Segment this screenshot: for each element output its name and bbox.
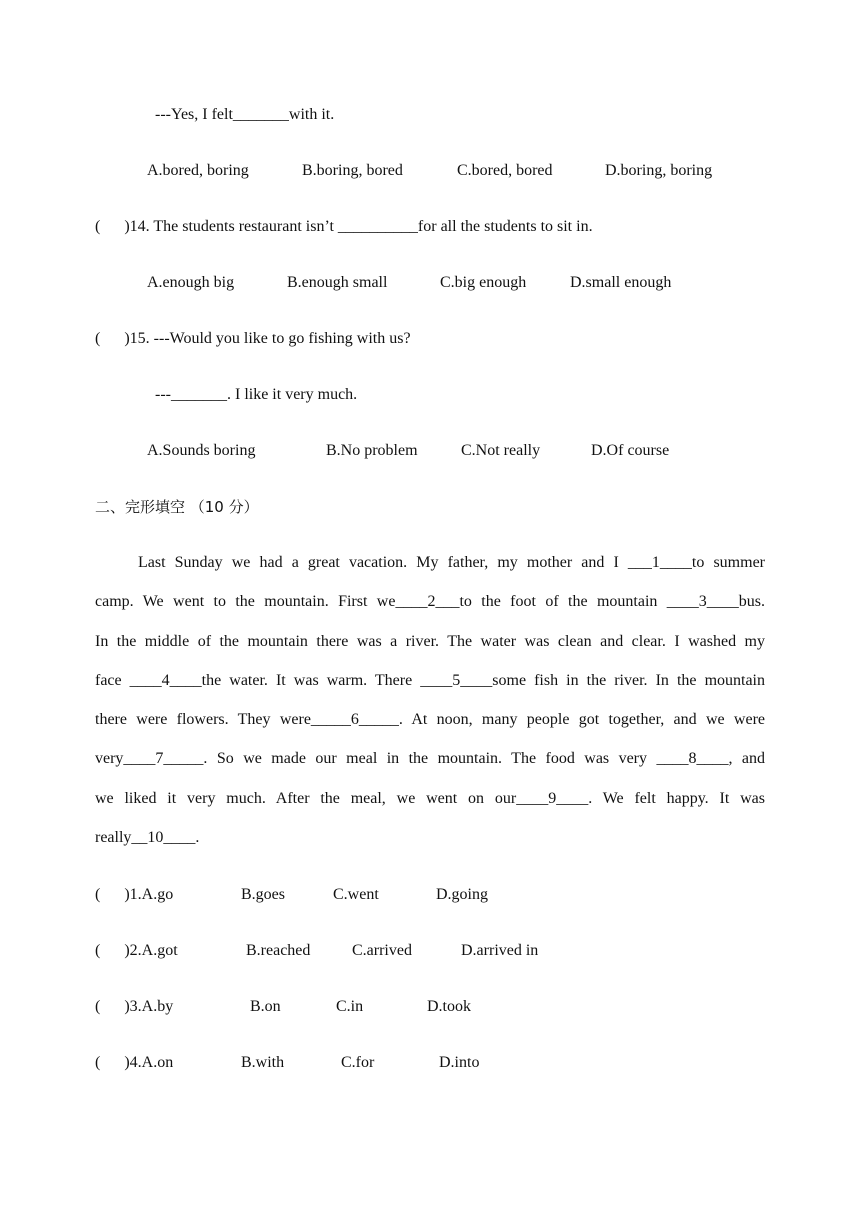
passage-line: Last Sunday we had a great vacation. My father, my mother and I ___1____to summer	[138, 554, 765, 571]
option-d[interactable]: D.going	[436, 886, 488, 903]
option-d[interactable]: D.into	[439, 1054, 480, 1071]
option-c[interactable]: C.Not really	[461, 442, 541, 459]
option-d[interactable]: D.Of course	[591, 442, 670, 459]
cloze-item-stem[interactable]: ( )2.A.got	[95, 942, 178, 959]
option-b[interactable]: B.on	[250, 998, 281, 1015]
option-b[interactable]: B.enough small	[287, 274, 388, 291]
option-c[interactable]: C.bored, bored	[457, 162, 553, 179]
cloze-item	[0, 885, 860, 905]
passage-line: camp. We went to the mountain. First we____2___to the foot of the mountain ____3____bus.	[95, 593, 765, 611]
passage-line: face ____4____the water. It was warm. There ____5____some fish in the river. In the mountain	[95, 671, 765, 689]
passage-line: In the middle of the mountain there was a river. The water was clean and clear. I washed my	[95, 632, 765, 650]
cloze-item-stem[interactable]: ( )1.A.go	[95, 886, 174, 903]
q13-options	[0, 161, 860, 181]
option-b[interactable]: B.reached	[246, 942, 311, 959]
cloze-item	[0, 1053, 860, 1073]
cloze-item-stem[interactable]: ( )3.A.by	[95, 998, 174, 1015]
q14-options	[0, 273, 860, 293]
passage-line: really__10____.	[95, 829, 200, 847]
option-c[interactable]: C.in	[336, 998, 364, 1015]
option-c[interactable]: C.went	[333, 886, 379, 903]
option-a[interactable]: A.bored, boring	[147, 162, 249, 179]
q15-answer-line: ---_______. I like it very much.	[155, 386, 358, 403]
cloze-item	[0, 997, 860, 1017]
passage-line: very____7_____. So we made our meal in the mountain. The food was very ____8____, and	[95, 750, 765, 768]
option-a[interactable]: A.Sounds boring	[147, 442, 256, 459]
q14-stem: ( )14. The students restaurant isn’t __________for all the students to sit in.	[95, 218, 593, 235]
passage-line: we liked it very much. After the meal, we went on our____9____. We felt happy. It was	[95, 789, 765, 807]
section-heading: 二、完形填空 （10 分）	[95, 498, 259, 516]
option-b[interactable]: B.No problem	[326, 442, 418, 459]
option-c[interactable]: C.big enough	[440, 274, 527, 291]
option-d[interactable]: D.arrived in	[461, 942, 539, 959]
passage-line: there were flowers. They were_____6_____. At noon, many people got together, and we were	[95, 711, 765, 729]
cloze-item	[0, 941, 860, 961]
option-b[interactable]: B.goes	[241, 886, 285, 903]
q15-options	[0, 441, 860, 461]
cloze-item-stem[interactable]: ( )4.A.on	[95, 1054, 174, 1071]
option-c[interactable]: C.arrived	[352, 942, 412, 959]
cloze-passage	[95, 553, 765, 867]
option-d[interactable]: D.small enough	[570, 274, 672, 291]
option-b[interactable]: B.with	[241, 1054, 285, 1071]
option-d[interactable]: D.boring, boring	[605, 162, 713, 179]
option-c[interactable]: C.for	[341, 1054, 375, 1071]
q15-stem: ( )15. ---Would you like to go fishing with us?	[95, 330, 411, 347]
option-d[interactable]: D.took	[427, 998, 471, 1015]
q13-answer-line: ---Yes, I felt_______with it.	[155, 106, 335, 123]
option-a[interactable]: A.enough big	[147, 274, 235, 291]
option-b[interactable]: B.boring, bored	[302, 162, 403, 179]
